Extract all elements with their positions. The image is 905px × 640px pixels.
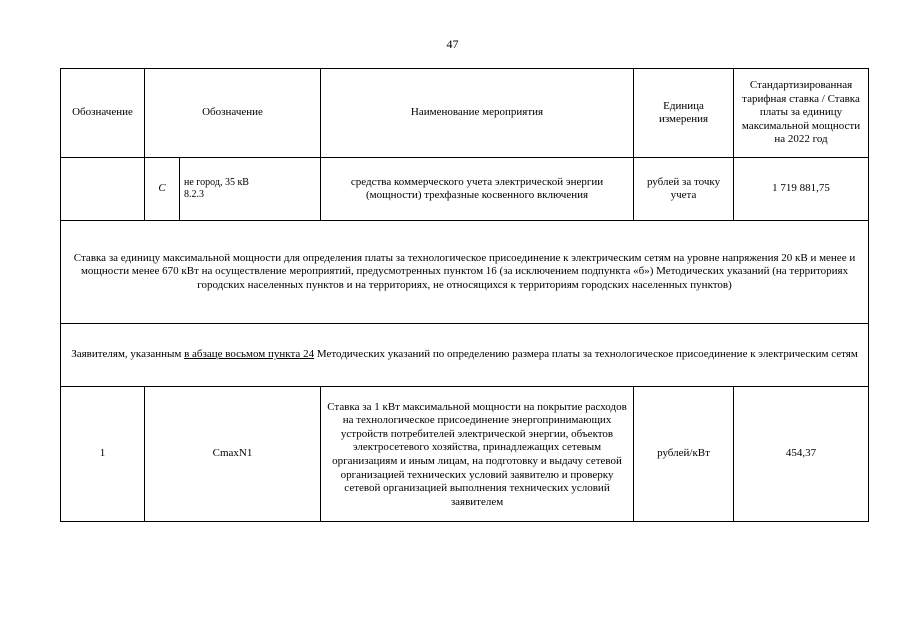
section-heading-text: Ставка за единицу максимальной мощности для определения платы за технологическое присоединение к электрическим сетям на уровне напряжения 20 кВ и менее и мощности менее 670 кВт на осуществление мероприятий, предусмотренных пунктом 16 (за исключением подпункта «б») Методических указаний (на территориях городских населенных пунктов и на территориях, не относящихся к территориям городских населенных пунктов) — [61, 221, 869, 324]
table-row — [61, 158, 869, 221]
row-1-unit: рублей/кВт — [634, 387, 734, 522]
page-number: 47 — [446, 37, 459, 51]
row-c-subgroup — [180, 158, 321, 221]
table-header-row — [61, 69, 869, 158]
clause-24-link[interactable]: в абзаце восьмом пункта 24 — [184, 348, 315, 361]
header-measure-name: Наименование мероприятия — [321, 69, 634, 158]
tariff-table — [60, 68, 869, 522]
header-rate: Стандартизированная тарифная ставка / Ставка платы за единицу максимальной мощности на 2022 год — [734, 69, 869, 158]
table-row — [61, 387, 869, 522]
applicants-row — [61, 324, 869, 387]
row-c-symbol: C — [145, 158, 180, 221]
row-c-subgroup-line2: 8.2.3 — [184, 189, 204, 200]
applicants-text-before: Заявителям, указанным — [71, 348, 185, 361]
header-designation-2: Обозначение — [145, 69, 321, 158]
section-heading-row — [61, 221, 869, 324]
row-c-empty-cell — [61, 158, 145, 221]
header-designation-1: Обозначение — [61, 69, 145, 158]
row-c-unit: рублей за точку учета — [634, 158, 734, 221]
header-unit: Единица измерения — [634, 69, 734, 158]
row-c-measure: средства коммерческого учета электрической энергии (мощности) трехфазные косвенного включения — [321, 158, 634, 221]
row-1-number: 1 — [61, 387, 145, 522]
applicants-text — [61, 324, 869, 387]
row-c-value: 1 719 881,75 — [734, 158, 869, 221]
row-1-measure: Ставка за 1 кВт максимальной мощности на покрытие расходов на технологическое присоединение энергопринимающих устройств потребителей электрической энергии, объектов электросетевого хозяйства, принадлежащих сетевым организациям и иным лицам, на подготовку и выдачу сетевой организацией технических условий заявителю и проверку сетевой организацией выполнения технических условий заявителем — [321, 387, 634, 522]
row-1-value: 454,37 — [734, 387, 869, 522]
row-c-subgroup-line1: не город, 35 кВ — [184, 177, 249, 188]
applicants-text-after: Методических указаний по определению размера платы за технологическое присоединение к электрическим сетям — [314, 348, 858, 361]
row-1-code: CmaxN1 — [145, 387, 321, 522]
